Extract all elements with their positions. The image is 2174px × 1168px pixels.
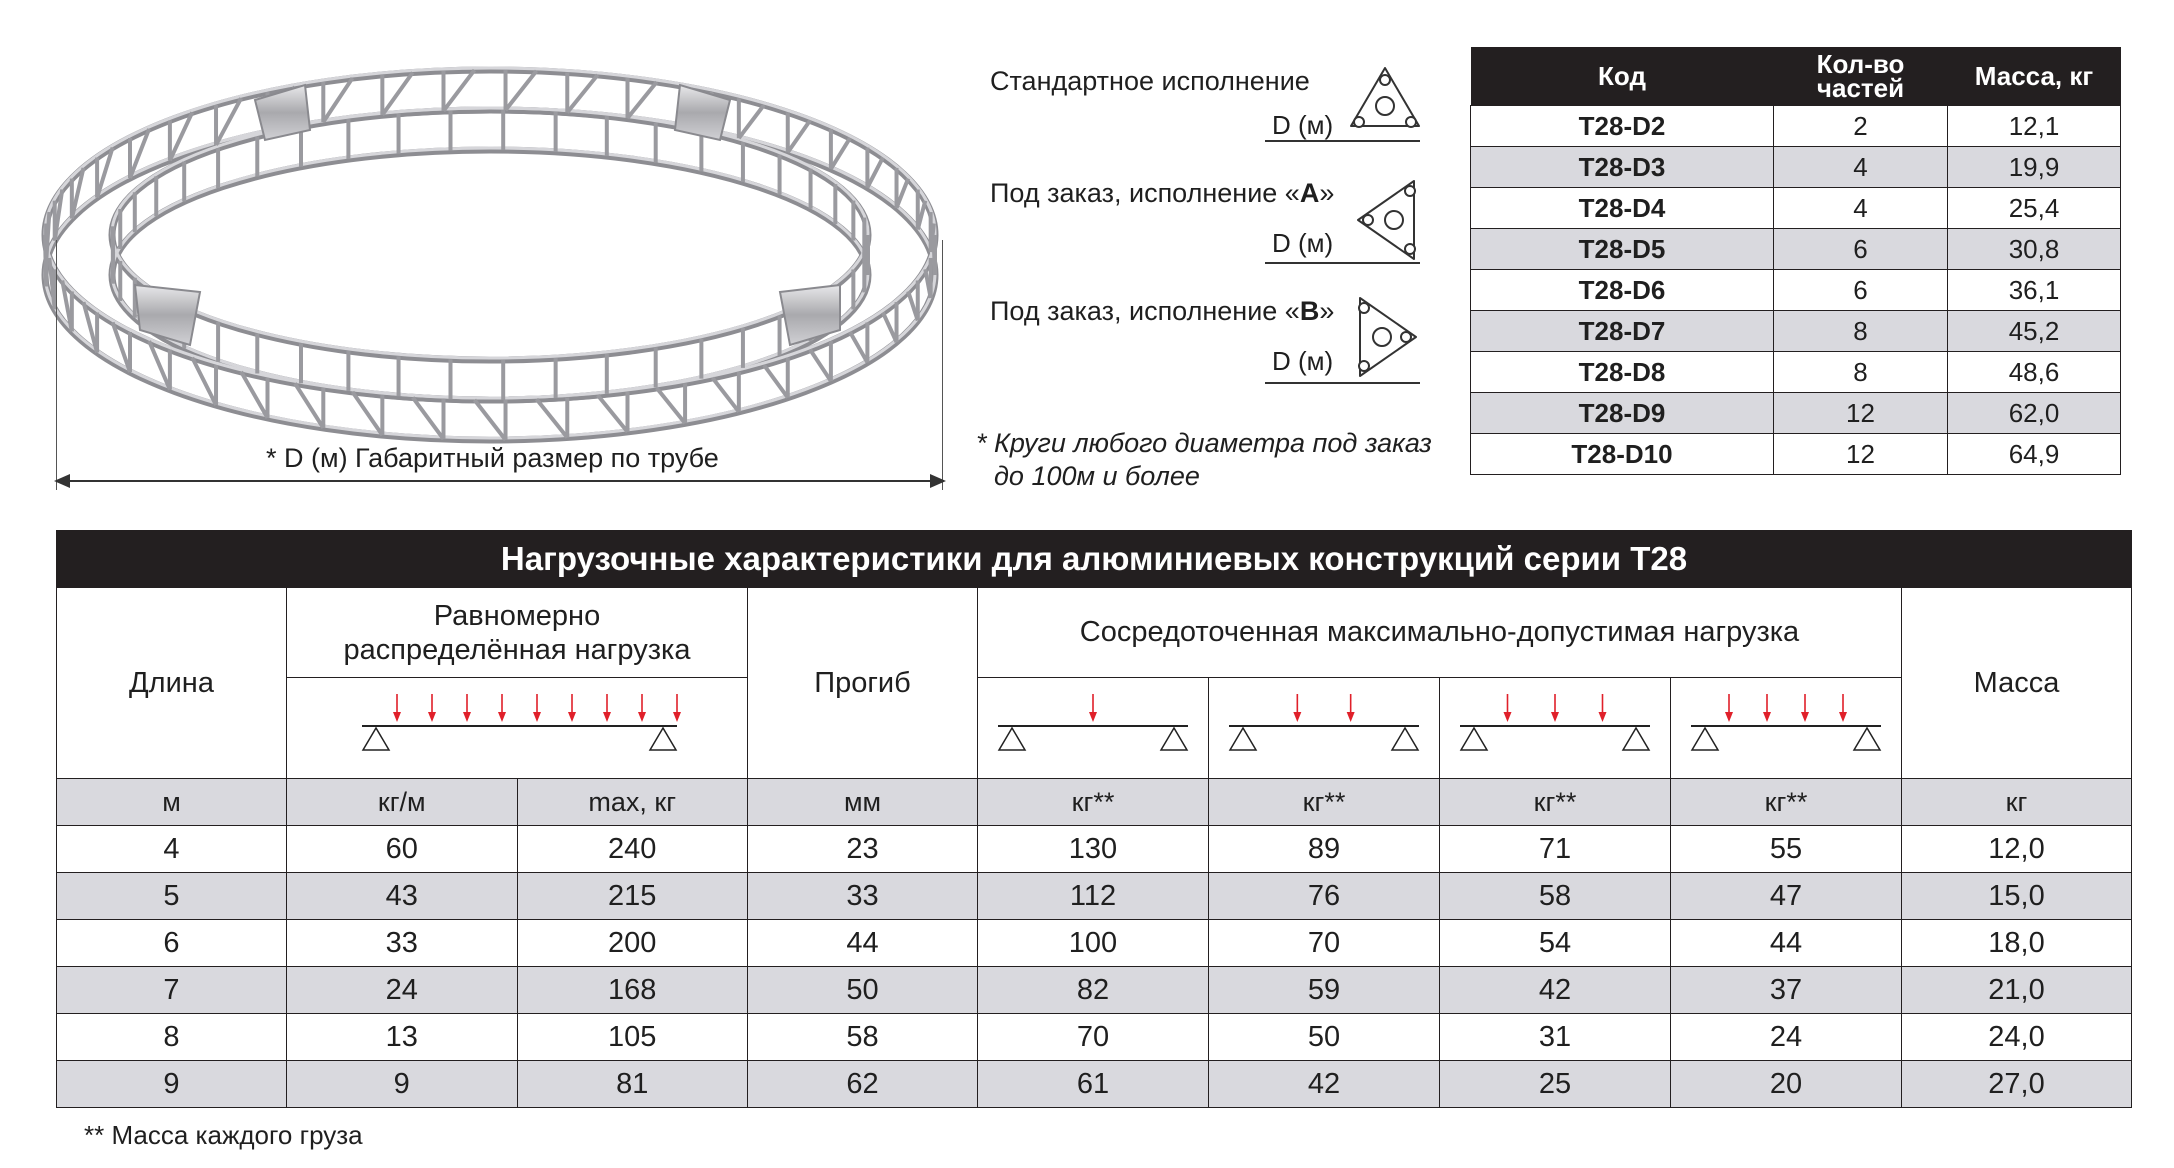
unit-cell: кг** xyxy=(1440,779,1671,826)
support-triangle-icon xyxy=(1623,728,1649,750)
mass-cell: 30,8 xyxy=(1948,229,2121,270)
variant-standard-d: D (м) xyxy=(1272,110,1334,140)
parts-cell: 6 xyxy=(1774,229,1948,270)
table-row xyxy=(57,920,2132,967)
table-cell: 42 xyxy=(1440,967,1671,1014)
table-row xyxy=(57,1061,2132,1108)
circular-truss-illustration xyxy=(40,30,940,500)
unit-cell: max, кг xyxy=(517,779,748,826)
support-triangle-icon xyxy=(1692,728,1718,750)
table-cell: 58 xyxy=(1440,873,1671,920)
table-cell: 50 xyxy=(748,967,978,1014)
codes-row xyxy=(1471,147,2121,188)
table-cell: 21,0 xyxy=(1902,967,2132,1014)
table-cell: 70 xyxy=(978,1014,1209,1061)
mass-cell: 12,1 xyxy=(1948,106,2121,147)
codes-row xyxy=(1471,188,2121,229)
table-cell: 89 xyxy=(1209,826,1440,873)
unit-cell: кг** xyxy=(978,779,1209,826)
codes-table-body xyxy=(1471,106,2121,475)
table-cell: 27,0 xyxy=(1902,1061,2132,1108)
table-cell: 55 xyxy=(1671,826,1902,873)
load-arrowhead-icon xyxy=(1551,712,1559,722)
header-length: Длина xyxy=(57,588,287,779)
table-cell: 112 xyxy=(978,873,1209,920)
code-cell: T28-D9 xyxy=(1471,393,1774,434)
table-cell: 50 xyxy=(1209,1014,1440,1061)
table-cell: 168 xyxy=(517,967,748,1014)
parts-cell: 4 xyxy=(1774,188,1948,229)
load-arrowhead-icon xyxy=(1839,712,1847,722)
load-arrowhead-icon xyxy=(1293,712,1301,722)
mass-cell: 25,4 xyxy=(1948,188,2121,229)
support-triangle-icon xyxy=(999,728,1025,750)
variant-a-label: Под заказ, исполнение «A» xyxy=(990,178,1335,208)
codes-row xyxy=(1471,393,2121,434)
load-table-body xyxy=(57,826,2132,1108)
support-triangle-icon xyxy=(1461,728,1487,750)
table-cell: 44 xyxy=(748,920,978,967)
table-cell: 58 xyxy=(748,1014,978,1061)
support-triangle-icon xyxy=(1161,728,1187,750)
note-line-1: * Круги любого диаметра под заказ xyxy=(976,428,1432,458)
table-cell: 37 xyxy=(1671,967,1902,1014)
table-cell: 7 xyxy=(57,967,287,1014)
table-cell: 200 xyxy=(517,920,748,967)
support-triangle-icon xyxy=(1854,728,1880,750)
triangle-section-b-icon xyxy=(1350,292,1425,384)
table-cell: 240 xyxy=(517,826,748,873)
point-load-diagram-cell-3 xyxy=(1440,678,1671,779)
table-row xyxy=(57,967,2132,1014)
note-line-2: до 100м и более xyxy=(994,461,1200,491)
triangle-section-a-icon xyxy=(1350,175,1425,267)
code-cell: T28-D8 xyxy=(1471,352,1774,393)
mass-cell: 48,6 xyxy=(1948,352,2121,393)
codes-header-mass: Масса, кг xyxy=(1948,47,2121,106)
parts-cell: 8 xyxy=(1774,311,1948,352)
variant-b-d: D (м) xyxy=(1272,346,1334,376)
table-cell: 43 xyxy=(287,873,518,920)
load-arrowhead-icon xyxy=(533,712,541,722)
load-arrowhead-icon xyxy=(603,712,611,722)
table-cell: 6 xyxy=(57,920,287,967)
unit-cell: кг/м xyxy=(287,779,518,826)
code-cell: T28-D4 xyxy=(1471,188,1774,229)
point-load-diagram-cell-1 xyxy=(978,678,1209,779)
codes-row xyxy=(1471,229,2121,270)
table-row xyxy=(57,826,2132,873)
codes-header-parts: Кол-во частей xyxy=(1774,47,1948,106)
footnote: ** Масса каждого груза xyxy=(84,1120,363,1150)
load-arrowhead-icon xyxy=(1504,712,1512,722)
dimension-caption: * D (м) Габаритный размер по трубе xyxy=(266,443,719,473)
support-triangle-icon xyxy=(1392,728,1418,750)
custom-diameter-note xyxy=(976,427,1432,493)
point-load-diagram-2 xyxy=(1209,678,1439,770)
units-row xyxy=(57,779,2132,826)
load-arrowhead-icon xyxy=(1763,712,1771,722)
table-cell: 105 xyxy=(517,1014,748,1061)
variant-a-d: D (м) xyxy=(1272,228,1334,258)
table-cell: 54 xyxy=(1440,920,1671,967)
table-cell: 18,0 xyxy=(1902,920,2132,967)
table-cell: 12,0 xyxy=(1902,826,2132,873)
table-cell: 81 xyxy=(517,1061,748,1108)
codes-row xyxy=(1471,352,2121,393)
point-load-diagram-cell-2 xyxy=(1209,678,1440,779)
table-cell: 24 xyxy=(287,967,518,1014)
parts-cell: 12 xyxy=(1774,393,1948,434)
table-cell: 24 xyxy=(1671,1014,1902,1061)
code-cell: T28-D6 xyxy=(1471,270,1774,311)
table-cell: 130 xyxy=(978,826,1209,873)
table-cell: 215 xyxy=(517,873,748,920)
point-load-diagram-1 xyxy=(978,678,1208,770)
load-arrowhead-icon xyxy=(1347,712,1355,722)
variant-standard-label: Стандартное исполнение xyxy=(990,66,1310,96)
table-cell: 4 xyxy=(57,826,287,873)
header-mass: Масса xyxy=(1902,588,2132,779)
load-arrowhead-icon xyxy=(498,712,506,722)
uniform-load-diagram xyxy=(287,678,747,770)
table-cell: 33 xyxy=(748,873,978,920)
table-cell: 24,0 xyxy=(1902,1014,2132,1061)
support-triangle-icon xyxy=(363,728,389,750)
table-cell: 71 xyxy=(1440,826,1671,873)
code-cell: T28-D3 xyxy=(1471,147,1774,188)
diameter-dimension-line xyxy=(56,480,944,482)
load-table-title: Нагрузочные характеристики для алюминиевых конструкций серии T28 xyxy=(57,531,2132,588)
unit-cell: кг** xyxy=(1671,779,1902,826)
load-arrowhead-icon xyxy=(463,712,471,722)
table-cell: 44 xyxy=(1671,920,1902,967)
unit-cell: кг xyxy=(1902,779,2132,826)
table-cell: 62 xyxy=(748,1061,978,1108)
table-cell: 13 xyxy=(287,1014,518,1061)
code-cell: T28-D10 xyxy=(1471,434,1774,475)
table-cell: 31 xyxy=(1440,1014,1671,1061)
codes-row xyxy=(1471,270,2121,311)
load-characteristics-table xyxy=(56,530,2132,1108)
table-cell: 25 xyxy=(1440,1061,1671,1108)
unit-cell: мм xyxy=(748,779,978,826)
uniform-load-diagram-cell xyxy=(287,678,748,779)
table-cell: 23 xyxy=(748,826,978,873)
load-arrowhead-icon xyxy=(428,712,436,722)
mass-cell: 36,1 xyxy=(1948,270,2121,311)
triangle-section-standard-icon xyxy=(1345,62,1425,140)
table-cell: 76 xyxy=(1209,873,1440,920)
table-cell: 82 xyxy=(978,967,1209,1014)
table-cell: 9 xyxy=(57,1061,287,1108)
codes-row xyxy=(1471,434,2121,475)
unit-cell: кг** xyxy=(1209,779,1440,826)
parts-cell: 6 xyxy=(1774,270,1948,311)
code-cell: T28-D5 xyxy=(1471,229,1774,270)
table-cell: 9 xyxy=(287,1061,518,1108)
load-arrowhead-icon xyxy=(393,712,401,722)
mass-cell: 64,9 xyxy=(1948,434,2121,475)
header-deflection: Прогиб xyxy=(748,588,978,779)
load-arrowhead-icon xyxy=(1089,712,1097,722)
variant-b-label: Под заказ, исполнение «B» xyxy=(990,296,1335,326)
mass-cell: 45,2 xyxy=(1948,311,2121,352)
table-cell: 15,0 xyxy=(1902,873,2132,920)
table-cell: 60 xyxy=(287,826,518,873)
codes-table xyxy=(1470,47,2121,475)
code-cell: T28-D7 xyxy=(1471,311,1774,352)
parts-cell: 2 xyxy=(1774,106,1948,147)
table-cell: 8 xyxy=(57,1014,287,1061)
table-cell: 70 xyxy=(1209,920,1440,967)
parts-cell: 12 xyxy=(1774,434,1948,475)
table-cell: 47 xyxy=(1671,873,1902,920)
support-triangle-icon xyxy=(1230,728,1256,750)
point-load-diagram-3 xyxy=(1440,678,1670,770)
table-cell: 59 xyxy=(1209,967,1440,1014)
table-cell: 33 xyxy=(287,920,518,967)
table-cell: 5 xyxy=(57,873,287,920)
load-arrowhead-icon xyxy=(568,712,576,722)
dimension-tick-left xyxy=(56,240,57,490)
load-arrowhead-icon xyxy=(638,712,646,722)
table-cell: 20 xyxy=(1671,1061,1902,1108)
point-load-diagram-cell-4 xyxy=(1671,678,1902,779)
point-load-diagram-4 xyxy=(1671,678,1901,770)
load-arrowhead-icon xyxy=(1599,712,1607,722)
parts-cell: 4 xyxy=(1774,147,1948,188)
dimension-tick-right xyxy=(942,240,943,490)
mass-cell: 62,0 xyxy=(1948,393,2121,434)
codes-header-code: Код xyxy=(1471,47,1774,106)
support-triangle-icon xyxy=(650,728,676,750)
load-arrowhead-icon xyxy=(1725,712,1733,722)
header-uniform-load: Равномерно распределённая нагрузка xyxy=(287,588,748,678)
table-cell: 42 xyxy=(1209,1061,1440,1108)
load-arrowhead-icon xyxy=(1801,712,1809,722)
variant-standard-underline xyxy=(1265,140,1420,142)
load-arrowhead-icon xyxy=(673,712,681,722)
parts-cell: 8 xyxy=(1774,352,1948,393)
codes-row xyxy=(1471,311,2121,352)
codes-row xyxy=(1471,106,2121,147)
table-row xyxy=(57,873,2132,920)
code-cell: T28-D2 xyxy=(1471,106,1774,147)
table-row xyxy=(57,1014,2132,1061)
mass-cell: 19,9 xyxy=(1948,147,2121,188)
unit-cell: м xyxy=(57,779,287,826)
table-cell: 61 xyxy=(978,1061,1209,1108)
table-cell: 100 xyxy=(978,920,1209,967)
header-point-load: Сосредоточенная максимально-допустимая нагрузка xyxy=(978,588,1902,678)
